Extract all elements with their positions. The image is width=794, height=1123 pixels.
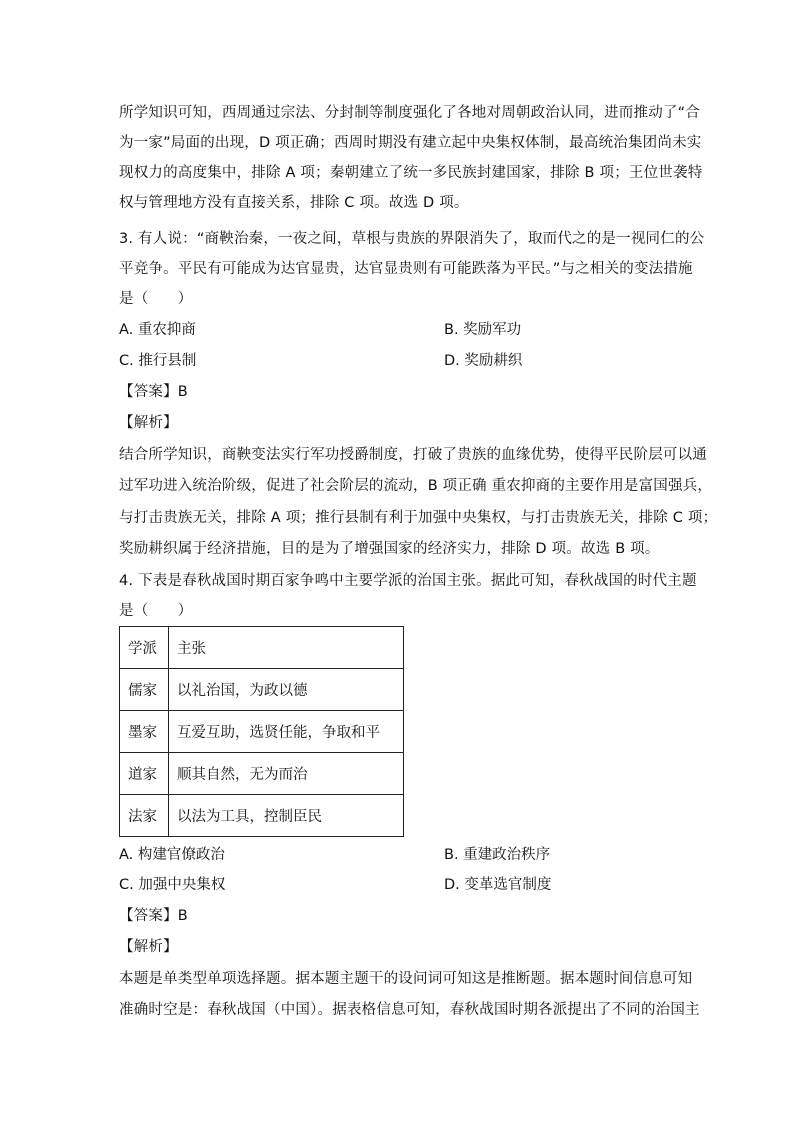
q3-stem-line-2: 平竞争。平民有可能成为达官显贵，达官显贵则有可能跌落为平民。”与之相关的变法措施 [119, 261, 693, 277]
table-cell-school: 道家 [120, 753, 169, 795]
q4-option-b: B. 重建政治秩序 [444, 847, 551, 863]
q2-analysis-line-2: 为一家”局面的出现，D 项正确；西周时期没有建立起中央集权体制，最高统治集团尚未实 [119, 135, 702, 151]
table-row [120, 753, 404, 795]
table-row [120, 669, 404, 711]
q4-answer: 【答案】B [119, 908, 188, 924]
q4-analysis-label: 【解析】 [119, 939, 178, 955]
table-header-school: 学派 [120, 627, 169, 669]
table-cell-claim: 以法为工具，控制臣民 [169, 795, 404, 837]
q3-option-d: D. 奖励耕织 [444, 353, 523, 369]
q4-analysis-line-2: 准确时空是：春秋战国（中国）。据表格信息可知，春秋战国时期各派提出了不同的治国主 [119, 1002, 700, 1018]
q3-analysis-label: 【解析】 [119, 415, 178, 431]
table-cell-claim: 以礼治国，为政以德 [169, 669, 404, 711]
q2-analysis-line-1: 所学知识可知，西周通过宗法、分封制等制度强化了各地对周朝政治认同，进而推动了“合 [119, 105, 701, 121]
table-cell-school: 法家 [120, 795, 169, 837]
q3-analysis-line-2: 过军功进入统治阶级，促进了社会阶层的流动，B 项正确 重农抑商的主要作用是富国强兵， [119, 478, 713, 494]
schools-table [119, 626, 404, 837]
q3-option-a: A. 重农抑商 [119, 322, 196, 338]
q4-stem-line-1: 4. 下表是春秋战国时期百家争鸣中主要学派的治国主张。据此可知，春秋战国的时代主题 [119, 573, 697, 589]
q3-option-b: B. 奖励军功 [444, 322, 522, 338]
q3-analysis-line-4: 奖励耕织属于经济措施，目的是为了增强国家的经济实力，排除 D 项。故选 B 项。 [119, 541, 660, 557]
q3-stem-line-3: 是（ ） [119, 291, 193, 307]
table-header-row [120, 627, 404, 669]
table-row [120, 795, 404, 837]
table-header-claim: 主张 [169, 627, 404, 669]
table-cell-claim: 互爱互助，选贤任能，争取和平 [169, 711, 404, 753]
q3-option-c: C. 推行县制 [119, 353, 197, 369]
q3-stem-line-1: 3. 有人说：“商鞅治秦，一夜之间，草根与贵族的界限消失了，取而代之的是一视同仁的公 [119, 231, 705, 247]
q4-stem-line-2: 是（ ） [119, 603, 193, 619]
q4-analysis-line-1: 本题是单类型单项选择题。据本题主题干的设问词可知这是推断题。据本题时间信息可知 [119, 971, 693, 987]
q4-option-c: C. 加强中央集权 [119, 877, 226, 893]
q4-option-d: D. 变革选官制度 [444, 877, 552, 893]
table-cell-school: 墨家 [120, 711, 169, 753]
q2-analysis-line-4: 权与管理地方没有直接关系，排除 C 项。故选 D 项。 [119, 195, 469, 211]
q3-answer: 【答案】B [119, 384, 188, 400]
table-cell-school: 儒家 [120, 669, 169, 711]
q3-analysis-line-3: 与打击贵族无关，排除 A 项；推行县制有利于加强中央集权，与打击贵族无关，排除 C 项； [119, 510, 718, 526]
table-row [120, 711, 404, 753]
q4-option-a: A. 构建官僚政治 [119, 847, 225, 863]
q3-analysis-line-1: 结合所学知识，商鞅变法实行军功授爵制度，打破了贵族的血缘优势，使得平民阶层可以通 [119, 447, 707, 463]
q2-analysis-line-3: 现权力的高度集中，排除 A 项；秦朝建立了统一多民族封建国家，排除 B 项；王位世袭特 [119, 165, 703, 181]
table-cell-claim: 顺其自然，无为而治 [169, 753, 404, 795]
